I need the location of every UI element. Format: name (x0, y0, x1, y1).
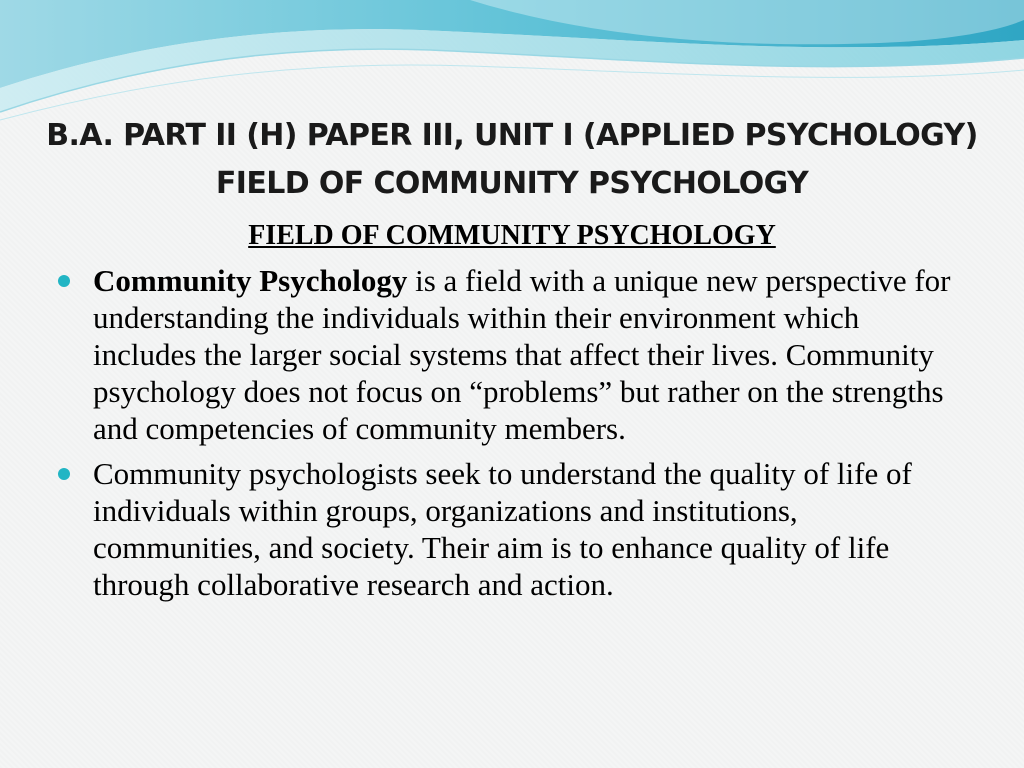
slide-title: B.A. PART II (H) PAPER III, UNIT I (APPLIED PSYCHOLOGY) FIELD OF COMMUNITY PSYCHOLOGY (46, 118, 978, 201)
header-wave-decoration (0, 0, 1024, 125)
bullet-item-1 (58, 262, 968, 447)
bullet-item-2 (58, 455, 968, 603)
bullet-dot-icon (58, 468, 70, 480)
bullet-text: Community psychologists seek to understand the quality of life of individuals within groups, organizations and institutions, communities, and society. Their aim is to enhance quality of life through collaborative research and action. (93, 456, 912, 602)
bullet-text: is a field with a unique new perspective for understanding the individuals within their environment which includes the larger social systems that affect their lives. Community psychology does not focus on “problems” but rather on the strengths and competencies of community members. (93, 263, 951, 446)
slide-subtitle: FIELD OF COMMUNITY PSYCHOLOGY (248, 220, 776, 251)
bullet-list (58, 262, 968, 611)
bullet-dot-icon (58, 275, 70, 287)
bullet-lead-term: Community Psychology (93, 263, 408, 298)
